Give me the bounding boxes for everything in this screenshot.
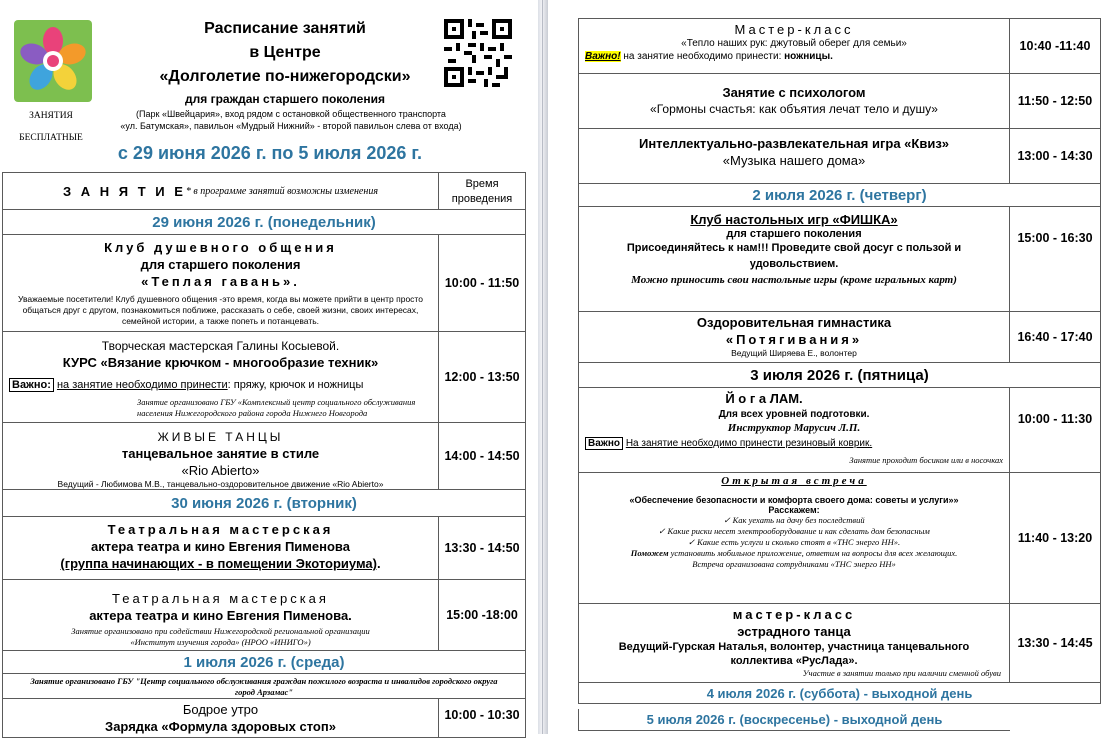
page-subtitle: для граждан старшего поколения <box>185 92 385 106</box>
wednesday-organizer: Занятие организовано ГБУ "Центр социального обслуживания граждан пожилого возраста и инвалидов городского округа город Арзамас" <box>2 673 526 699</box>
important-note <box>585 51 1003 62</box>
event-time: 11:50 - 12:50 <box>1009 73 1101 129</box>
event-location-end: . <box>376 556 381 571</box>
event-subtitle: «Тепло наших рук: джутовый оберег для семьи» <box>681 38 907 49</box>
event-time: 10:00 - 10:30 <box>438 698 526 738</box>
list-item: ✓ Какие есть услуги и сколько стоят в «ТНС энерго НН». <box>687 537 901 547</box>
important-items: : пряжу, крючок и ножницы <box>227 379 364 391</box>
event-organizer: Занятие организовано при содействии Нижегородской региональной организации «Институт изучения города» (НРОО «ИНИГО») <box>71 626 370 647</box>
event-time: 11:40 - 13:20 <box>1009 472 1101 604</box>
event-title: Занятие с психологом <box>722 85 866 100</box>
address-line1: (Парк «Швейцария», вход рядом с остановкой общественного транспорта <box>136 109 446 119</box>
event-theatre <box>2 579 439 651</box>
event-time: 10:00 - 11:50 <box>438 234 526 332</box>
event-instructor: Инструктор Марусич Л.П. <box>727 422 861 434</box>
event-jute-amulet <box>578 18 1010 74</box>
event-note: Занятие проходит босиком или в носочках <box>849 455 1003 465</box>
event-subtitle: для старшего поколения <box>726 228 862 240</box>
event-theatre-beginners <box>2 516 439 580</box>
event-time: 13:30 - 14:45 <box>1009 603 1101 683</box>
event-subtitle: «Потягивания» <box>725 332 863 347</box>
event-time: 13:00 - 14:30 <box>1009 128 1101 184</box>
event-subtitle: актера театра и кино Евгения Пименова. <box>89 608 352 623</box>
event-subtitle: «Музыка нашего дома» <box>722 153 866 168</box>
event-host: Ведущий-Гурская Наталья, волонтер, участница танцевального коллектива «РусЛада». <box>618 641 970 667</box>
page-divider <box>538 0 548 734</box>
day-header-wednesday: 1 июля 2026 г. (среда) <box>2 650 526 674</box>
event-time: 14:00 - 14:50 <box>438 422 526 490</box>
event-subtitle: эстрадного танца <box>737 624 851 639</box>
column-header-time: Время проведения <box>438 172 526 210</box>
event-time: 12:00 - 13:50 <box>438 331 526 423</box>
event-dance-class <box>578 603 1010 683</box>
event-title: Й о г а ЛАМ. <box>725 391 803 406</box>
list-item: ✓ Как уехать на дачу без последствий <box>723 515 865 525</box>
event-open-meeting <box>578 472 1010 604</box>
event-subtitle: «Гормоны счастья: как объятия лечат тело и душу» <box>650 102 938 116</box>
event-title: ЖИВЫЕ ТАНЦЫ <box>157 430 284 444</box>
event-title: Мастер-класс <box>734 22 854 37</box>
list-item-text: Как уехать на дачу без последствий <box>732 515 865 525</box>
list-item-text: Какие риски несет электрооборудование и как сделать дом безопасным <box>667 526 930 536</box>
event-subtitle: Зарядка «Формула здоровых стоп» <box>105 719 336 734</box>
event-description: Уважаемые посетители! Клуб душевного общения -это время, когда вы можете прийти в центр просто общаться друг с другом, познакомиться поближе, рассказать о себе, своей жизни, своих интересах, семейной истории, а также попеть и потанцевать. <box>18 294 423 326</box>
important-label: Важно: <box>9 378 54 392</box>
column-header-label: З А Н Я Т И Е <box>63 183 186 199</box>
column-header-class <box>2 172 439 210</box>
event-name: «Rio Abierto» <box>181 463 260 478</box>
event-title: Бодрое утро <box>182 702 259 717</box>
badge-line2: БЕСПЛАТНЫЕ <box>19 133 83 143</box>
center-logo <box>14 20 92 102</box>
list-item-text: Какие есть услуги и сколько стоят в «ТНС энерго НН». <box>697 537 901 547</box>
event-title: Интеллектуально-развлекательная игра «Квиз» <box>638 136 950 151</box>
event-intro: Расскажем: <box>768 505 820 515</box>
event-description: Ведущий Ширяева Е., волонтер <box>731 348 857 358</box>
day-header-friday: 3 июля 2026 г. (пятница) <box>578 362 1101 388</box>
event-quiz <box>578 128 1010 184</box>
event-location <box>9 555 432 572</box>
event-description: Ведущий - Любимова М.В., танцевально-оздоровительное движение «Rio Abierto» <box>57 479 384 489</box>
event-subtitle: «Обеспечение безопасности и комфорта своего дома: советы и услуги»» <box>629 495 959 505</box>
event-help <box>587 548 1001 559</box>
day-header-thursday: 2 июля 2026 г. (четверг) <box>578 183 1101 207</box>
event-title: Оздоровительная гимнастика <box>696 315 892 330</box>
important-label: Важно! <box>585 51 621 62</box>
page-title-line2: в Центре <box>249 44 321 61</box>
event-subtitle: актера театра и кино Евгения Пименова <box>91 539 350 554</box>
event-title: Клуб душевного общения <box>104 240 337 255</box>
event-time: 10:00 - 11:30 <box>1009 387 1101 473</box>
important-label: Важно <box>585 437 623 450</box>
event-note: Можно приносить свои настольные игры (кроме игральных карт) <box>631 274 957 286</box>
event-help-text: установить мобильное приложение, ответим на вопросы для всех желающих. <box>668 548 958 558</box>
event-title: Открытая встреча <box>721 475 867 487</box>
event-time: 13:30 - 14:50 <box>438 516 526 580</box>
event-live-dance <box>2 422 439 490</box>
event-morning-exercise <box>2 698 439 738</box>
event-title: Творческая мастерская Галины Косыевой. <box>101 339 340 353</box>
qr-code[interactable] <box>444 19 512 87</box>
event-title: Клуб настольных игр «ФИШКА» <box>690 212 898 227</box>
event-description: Присоединяйтесь к нам!!! Проведите свой досуг с пользой и удовольствием. <box>626 242 962 270</box>
event-board-games <box>578 206 1010 312</box>
event-organizer: Встреча организована сотрудниками «ТНС энерго НН» <box>692 559 896 569</box>
event-name: «Теплая гавань». <box>141 274 300 289</box>
list-item: ✓ Какие риски несет электрооборудование и как сделать дом безопасным <box>658 526 930 536</box>
event-title: мастер-класс <box>732 607 856 622</box>
event-note: Участие в занятии только при наличии сменной обуви <box>802 668 1001 678</box>
address-line2: «ул. Батумская», павильон «Мудрый Нижний» - второй павильон слева от входа) <box>120 121 462 131</box>
badge-line1: ЗАНЯТИЯ <box>29 111 73 121</box>
important-note <box>585 438 1003 449</box>
event-subtitle: Для всех уровней подготовки. <box>718 409 870 420</box>
important-text: на занятие необходимо принести: <box>620 51 785 62</box>
event-location-text: (группа начинающих - в помещении Экоториума) <box>60 556 377 571</box>
day-header-sunday: 5 июля 2026 г. (воскресенье) - выходной день <box>578 709 1010 731</box>
event-crochet-course <box>2 331 439 423</box>
important-items: ножницы. <box>784 51 833 62</box>
event-organizer: Занятие организовано ГБУ «Комплексный центр социального обслуживания населения Нижегородского района города Нижнего Новгорода <box>137 397 416 418</box>
important-note <box>9 377 432 393</box>
important-text: на занятие необходимо принести <box>56 379 228 391</box>
event-help-label: Поможем <box>630 548 669 558</box>
event-time: 15:00 -18:00 <box>438 579 526 651</box>
event-time: 10:40 -11:40 <box>1009 18 1101 74</box>
page-title-line3: «Долголетие по-нижегородски» <box>159 68 411 85</box>
column-header-note: * в программе занятий возможны изменения <box>185 185 378 197</box>
event-yoga <box>578 387 1010 473</box>
event-psychologist <box>578 73 1010 129</box>
event-subtitle: КУРС «Вязание крючком - многообразие техник» <box>62 355 379 370</box>
event-stretching <box>578 311 1010 363</box>
event-time: 15:00 - 16:30 <box>1009 206 1101 312</box>
day-header-monday: 29 июня 2026 г. (понедельник) <box>2 209 526 235</box>
day-header-saturday: 4 июля 2026 г. (суббота) - выходной день <box>578 682 1101 704</box>
page-title-line1: Расписание занятий <box>204 20 366 37</box>
event-time: 16:40 - 17:40 <box>1009 311 1101 363</box>
event-warm-harbor <box>2 234 439 332</box>
date-range: с 29 июня 2026 г. по 5 июля 2026 г. <box>117 143 423 163</box>
event-title: Театральная мастерская <box>107 522 334 537</box>
important-text: На занятие необходимо принести резиновый коврик. <box>625 438 873 449</box>
event-subtitle: для старшего поколения <box>140 257 301 272</box>
event-subtitle: танцевальное занятие в стиле <box>121 446 320 461</box>
day-header-tuesday: 30 июня 2026 г. (вторник) <box>2 489 526 517</box>
event-title: Театральная мастерская <box>112 591 329 606</box>
